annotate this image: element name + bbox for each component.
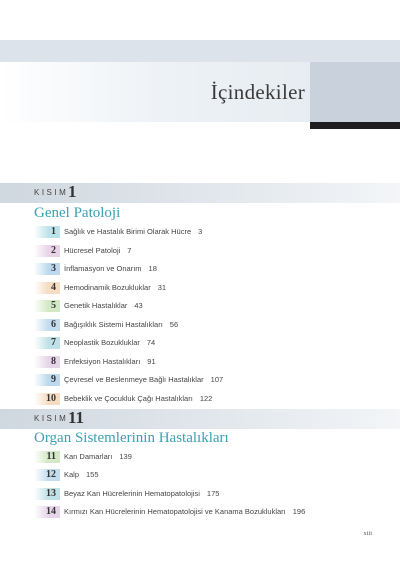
- chapter-page: 18: [148, 264, 157, 273]
- title-underbar: [310, 122, 400, 129]
- chapter-label: [64, 374, 223, 386]
- chapter-title: Sağlık ve Hastalık Birimi Olarak Hücre: [64, 227, 192, 236]
- chapter-label: [64, 451, 132, 463]
- chapter-number: 11: [34, 451, 60, 463]
- page-number: xiii: [363, 530, 372, 537]
- chapter-title: Kalp: [64, 470, 80, 480]
- chapter-entry[interactable]: [34, 226, 364, 238]
- chapter-page: 3: [198, 227, 203, 236]
- chapter-title: Neoplastik Bozukluklar: [64, 338, 140, 347]
- chapter-entry[interactable]: [34, 506, 364, 518]
- chapter-number: 9: [34, 374, 60, 386]
- chapter-entry[interactable]: [34, 337, 364, 349]
- chapter-page: 139: [119, 452, 132, 461]
- chapter-page: 196: [292, 507, 306, 517]
- page-title: İçindekiler: [210, 80, 305, 104]
- chapter-label: [64, 282, 166, 294]
- part-label: KISIM: [34, 188, 69, 197]
- chapter-label: [64, 337, 155, 349]
- chapter-page: 122: [199, 393, 213, 403]
- chapter-entry[interactable]: [34, 300, 364, 312]
- chapter-title: Beyaz Kan Hücrelerinin Hematopatolojisi: [64, 488, 200, 498]
- chapter-entry[interactable]: [34, 451, 364, 463]
- chapter-title: Bağışıklık Sistemi Hastalıkları: [64, 319, 163, 329]
- part-header-2: [0, 409, 400, 429]
- chapter-title: Bebeklik ve Çocukluk Çağı Hastalıkları: [64, 393, 193, 403]
- chapter-page: 74: [146, 338, 156, 347]
- chapter-page: 7: [127, 245, 132, 255]
- part-number: 1: [68, 182, 77, 201]
- chapter-page: 56: [169, 319, 179, 329]
- chapter-number: 13: [34, 488, 60, 500]
- chapter-label: [64, 263, 157, 275]
- chapter-entry[interactable]: [34, 469, 364, 481]
- chapter-title: Hemodinamik Bozukluklar: [64, 282, 151, 292]
- chapter-number: 3: [34, 263, 60, 275]
- chapter-label: [64, 469, 99, 481]
- part-header-1: [0, 183, 400, 203]
- chapter-number: 14: [34, 506, 60, 518]
- chapter-number: 7: [34, 337, 60, 349]
- chapter-label: [64, 319, 178, 331]
- chapter-title: Hücresel Patoloji: [64, 245, 121, 255]
- chapter-entry[interactable]: [34, 282, 364, 294]
- chapter-label: [64, 393, 212, 405]
- chapter-page: 31: [157, 282, 167, 292]
- chapter-title: Enfeksiyon Hastalıkları: [64, 356, 141, 366]
- part-title-1: Genel Patoloji: [34, 205, 121, 221]
- chapter-page: 43: [134, 301, 143, 310]
- chapter-label: [64, 488, 219, 500]
- chapter-title: Genetik Hastalıklar: [64, 301, 128, 310]
- chapter-page: 175: [206, 488, 220, 498]
- chapter-entry[interactable]: [34, 356, 364, 368]
- chapter-label: [64, 226, 202, 238]
- chapter-entry[interactable]: [34, 263, 364, 275]
- chapter-page: 155: [86, 470, 99, 480]
- chapter-entry[interactable]: [34, 245, 364, 257]
- chapter-number: 8: [34, 356, 60, 368]
- part-label: KISIM: [34, 414, 69, 423]
- chapter-label: [64, 356, 156, 368]
- chapter-number: 2: [34, 245, 60, 257]
- chapter-page: 91: [147, 356, 156, 366]
- chapter-number: 12: [34, 469, 60, 481]
- title-accent-block: [310, 62, 400, 122]
- chapter-label: [64, 245, 131, 257]
- chapter-number: 6: [34, 319, 60, 331]
- chapter-title: Çevresel ve Beslenmeye Bağlı Hastalıklar: [64, 375, 204, 384]
- chapter-number: 10: [34, 393, 60, 405]
- chapter-entry[interactable]: [34, 374, 364, 386]
- chapter-number: 4: [34, 282, 60, 294]
- chapter-label: [64, 300, 143, 312]
- chapter-label: [64, 506, 305, 518]
- chapter-entry[interactable]: [34, 488, 364, 500]
- part-title-2: Organ Sistemlerinin Hastalıkları: [34, 430, 229, 446]
- chapter-title: Kan Damarları: [64, 452, 113, 461]
- header-band: [0, 40, 400, 62]
- chapter-title: İnflamasyon ve Onarım: [64, 264, 142, 273]
- chapter-entry[interactable]: [34, 319, 364, 331]
- chapter-title: Kırmızı Kan Hücrelerinin Hematopatolojisi ve Kanama Bozuklukları: [64, 507, 286, 517]
- part-number: 11: [68, 408, 85, 427]
- chapter-entry[interactable]: [34, 393, 364, 405]
- chapter-number: 1: [34, 226, 60, 238]
- chapter-page: 107: [210, 375, 224, 384]
- chapter-number: 5: [34, 300, 60, 312]
